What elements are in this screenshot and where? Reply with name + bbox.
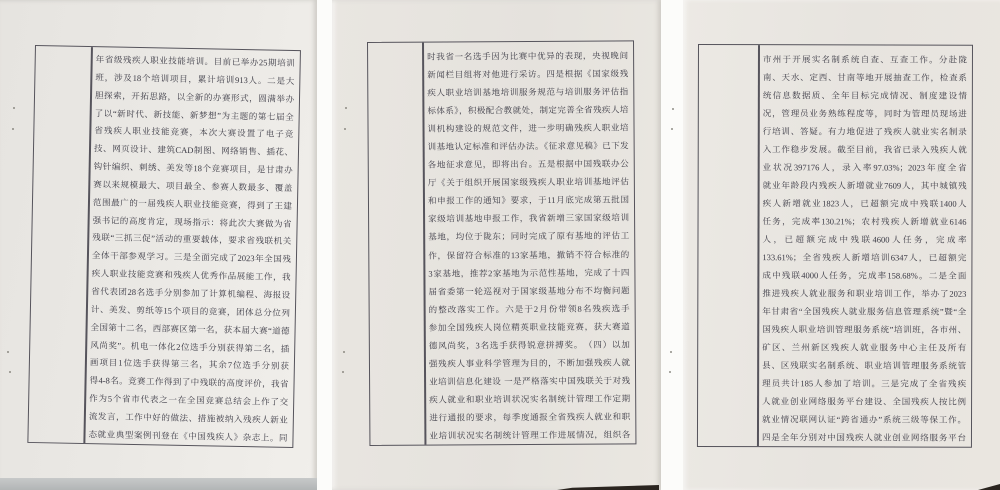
text-line: 全体干部参观学习。三是全面完成了2023年全国残 — [91, 250, 292, 265]
page-photo-2 — [332, 0, 661, 490]
page-3-text-column — [762, 45, 967, 447]
table-column-divider — [757, 45, 760, 446]
text-line: 业状况397176人，录入率97.03%；2023年度全省 — [762, 162, 967, 173]
text-line: 成中残联4000人任务，完成率158.68%。二是全面 — [762, 270, 967, 281]
text-line: 各地征求意见，即将出台。五是根据中国残联办公 — [427, 158, 629, 170]
text-line: 届省委第一轮巡视对于国家级基地分布不均衡问题 — [428, 285, 630, 297]
text-line: 的整改落实工作。六是于2月份带领8名残疾选手 — [428, 303, 630, 315]
text-line: 基地，均位于陇东；同时完成了原有基地的评估工 — [428, 230, 630, 243]
dust-speck — [344, 128, 346, 130]
dust-speck — [12, 128, 14, 130]
report-table-page-2 — [367, 40, 636, 446]
dark-table-edge — [978, 484, 1000, 490]
text-line: 厅《关于组织开展国家级残疾人职业培训基地评估 — [427, 176, 629, 188]
text-line: 家级培训基地申报工作，我省新增三家国家级培训 — [428, 212, 630, 225]
dust-speck — [671, 128, 673, 130]
text-line: 理员共计185人参加了培训。三是完成了全省残疾 — [762, 378, 967, 389]
text-line: 全国第十二名，西部赛区第一名，获本届大赛“道德 — [90, 321, 290, 336]
text-line: 得4-8名。竞赛工作得到了中残联的高度评价，我省 — [89, 375, 289, 390]
dust-speck — [7, 351, 9, 353]
report-table-page-1 — [27, 45, 301, 448]
dust-speck — [670, 351, 672, 353]
text-line: 德风尚奖，3名选手获得锐意拼搏奖。 （四）以加 — [428, 339, 630, 351]
dust-speck — [342, 371, 344, 373]
table-column-divider — [422, 43, 426, 445]
dust-speck — [9, 371, 11, 373]
text-line: 南、天水、定西、甘南等地开展抽查工作，检查系 — [762, 72, 967, 83]
text-line: 训基地认定标准和评估办法。《征求意见稿》已下发 — [427, 140, 629, 152]
dust-speck — [345, 107, 347, 109]
text-line: 钩针编织、刺绣、美发等18个竞赛项目，是甘肃办 — [93, 161, 293, 176]
page-photo-3 — [683, 0, 1000, 490]
text-line: 133.61%；全省残疾人新增培训6347人，已超额完 — [762, 252, 967, 263]
text-line: 新闻栏目组将对他进行采访。四是根据《国家级残 — [427, 68, 629, 80]
text-line: 推进残疾人就业服务和职业培训工作，举办了2023 — [762, 288, 967, 299]
text-line: 赛以来规模最大、项目最全、参赛人数最多、覆盖 — [93, 179, 293, 193]
text-line: 疾人职业技能竞赛和残疾人优秀作品展能工作，我 — [91, 268, 291, 283]
text-line: 人，已超额完成中残联4600人任务，完成率 — [762, 234, 967, 245]
text-line: 入工作稳步发展。截至目前，我省已录入残疾人就 — [762, 144, 967, 155]
text-line: 行培训、答疑。有力地促进了残疾人就业实名制录 — [762, 126, 967, 137]
text-line: 范围最广的一届残疾人职业技能竞赛，得到了王建 — [92, 196, 293, 211]
report-table-page-3 — [697, 44, 973, 448]
desk-shadow-strip — [0, 478, 317, 490]
page-1-text-column — [88, 47, 295, 447]
text-line: 标体系》，积极配合教就处，制定完善全省残疾人培 — [427, 104, 629, 116]
text-line: 时我省一名选手因为比赛中优异的表现，央视晚间 — [427, 50, 629, 62]
text-line: 市州于开展实名制系统自查、互查工作。分赴陇 — [762, 54, 967, 65]
text-line: 强残疾人事业科学管理为目的，不断加强残疾人就 — [428, 357, 630, 369]
text-line: 就业情况联网认证“跨省通办”系统三级等保工作。 — [762, 414, 967, 425]
text-line: 3家基地，推荐2家基地为示范性基地，完成了十四 — [428, 266, 630, 279]
text-line: 就业年龄段内残疾人新增就业7609人，其中城镇残 — [762, 180, 967, 191]
text-line: 况，管理员业务熟练程度等，同时为管理员现场进 — [762, 108, 967, 119]
text-line: 国残疾人职业培训管理服务系统”培训班，各市州、 — [762, 324, 967, 335]
text-line: 年省级残疾人职业技能培训。目前已举办25期培训 — [95, 54, 295, 68]
text-line: 训机构建设的规范文件，进一步明确残疾人职业培 — [427, 122, 629, 134]
text-line: 胆探索，开拓思路，以全新的办赛形式，圆满举办 — [94, 89, 295, 104]
text-line: 技、网页设计、建筑CAD制图、网络销售、插花、 — [93, 143, 294, 158]
text-line: 人就业创业网络服务平台建设、全国残疾人按比例 — [762, 396, 967, 407]
text-line: 残联“三抓三促”活动的重要载体，要求省残联机关 — [92, 232, 292, 247]
text-line: 业培训状况实名制统计管理工作进展情况，组织各 — [429, 429, 631, 441]
page-2-text-column — [427, 41, 630, 444]
dust-speck — [669, 371, 671, 373]
text-line: 风尚奖”。机电一体化2位选手分别获得第二名，插 — [90, 339, 290, 354]
text-line: 年甘肃省“全国残疾人就业服务信息管理系统”暨“全 — [762, 306, 967, 317]
text-line: 进行通报的要求，每季度通报全省残疾人就业和职 — [429, 411, 631, 423]
text-line: 疾人新增就业1823人，已超额完成中残联1400人 — [762, 198, 967, 209]
text-line: 作为5个省市代表之一在全国竞赛总结会上作了交 — [89, 393, 289, 407]
text-line: 四是全年分别对中国残疾人就业创业网络服务平台 — [761, 432, 966, 443]
text-line: 强书记的高度肯定，现场指示：将此次大赛做为省 — [92, 214, 292, 229]
text-line: 省残疾人职业技能竞赛，本次大赛设置了电子竞 — [94, 125, 294, 140]
page-photo-1 — [0, 0, 317, 490]
text-line: 态就业典型案例刊登在《中国残疾人》杂志上。同 — [88, 428, 288, 443]
text-line: 疾人职业培训基地培训服务规范与培训服务评估指 — [427, 86, 629, 98]
dust-speck — [13, 107, 15, 109]
text-line: 画项目1位选手获得第三名，其余7位选手分别获 — [89, 357, 289, 372]
text-line: 矿区、兰州新区残疾人就业服务中心主任及所有 — [762, 342, 967, 353]
text-line: 计、美发、剪纸等15个项目的竞赛，团体总分位列 — [90, 303, 291, 318]
dust-speck — [672, 108, 674, 110]
text-line: 疾人就业和职业培训状况实名制统计管理工作定期 — [429, 393, 631, 405]
text-line: 了以“新时代、新技能、新梦想”为主题的第七届全 — [94, 107, 294, 122]
text-line: 任务，完成率130.21%；农村残疾人新增就业6146 — [762, 216, 967, 227]
text-line: 流发言，工作中好的做法、措施被纳入残疾人新业 — [88, 410, 288, 425]
text-line: 统信息数据质、全年目标完成情况、制度建设情 — [762, 90, 967, 101]
text-line: 县、区残联实名制系统、职业培训管理服务系统管 — [762, 360, 967, 371]
text-line: 业培训信息化建设 一是严格落实中国残联关于对残 — [429, 375, 631, 387]
text-line: 作，保留符合标准的13家基地，撤销不符合标准的 — [428, 248, 630, 261]
text-line: 参加全国残疾人岗位精英职业技能竞赛，获大赛道 — [428, 321, 630, 333]
dark-table-edge — [557, 485, 659, 490]
text-line: 班，涉及18个培训项目，累计培训913人。二是大 — [95, 72, 295, 86]
text-line: 和申报工作的通知》要求，于11月底完成第五批国 — [427, 194, 629, 207]
dust-speck — [343, 351, 345, 353]
text-line: 省代表团28名选手分别参加了计算机编程、海报设 — [91, 286, 291, 300]
